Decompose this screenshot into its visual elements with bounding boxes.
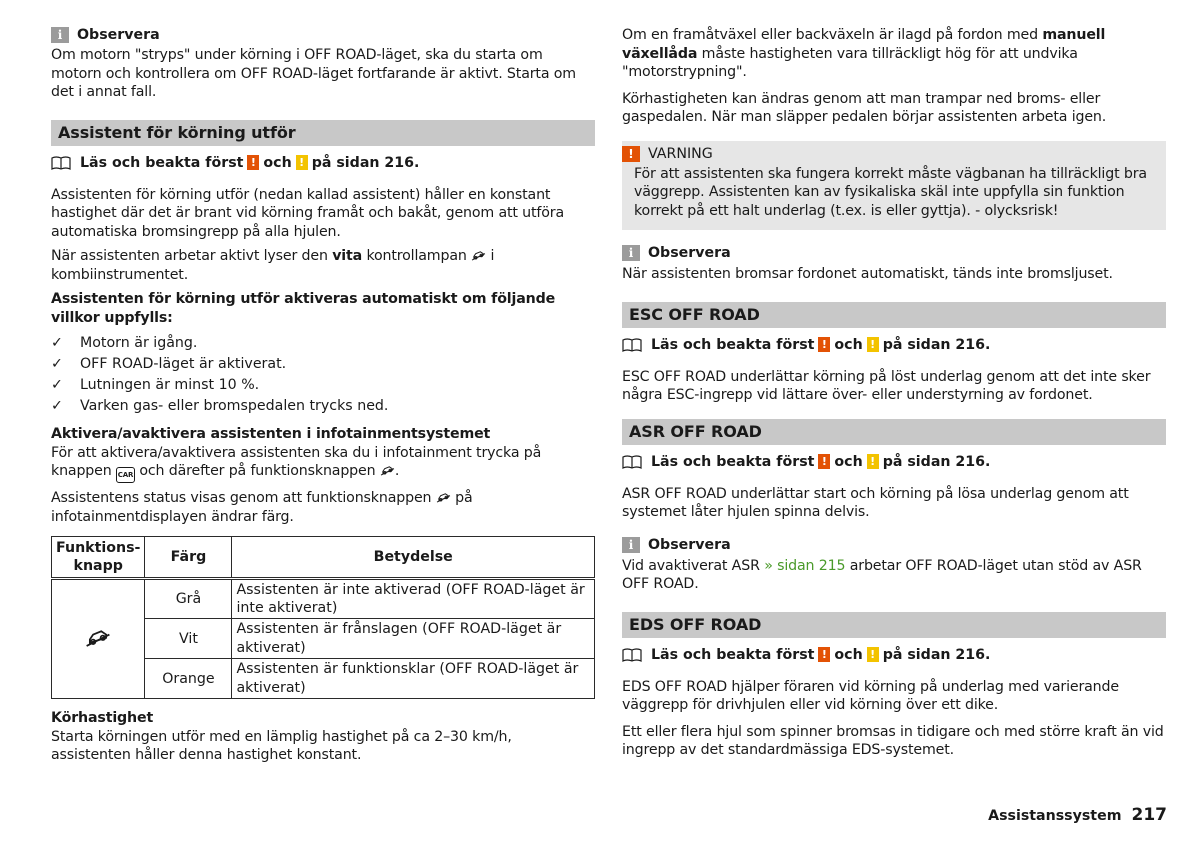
section-title: Assistent för körning utför	[58, 123, 296, 142]
paragraph: Assistentens status visas genom att funktionsknappen på infotainmentdisplayen ändrar färg.	[51, 490, 473, 525]
warning-box	[622, 141, 1166, 231]
info-icon: i	[51, 27, 69, 43]
caution-icon: !	[867, 337, 879, 352]
car-slope-icon	[85, 626, 111, 648]
right-column	[622, 26, 1166, 760]
paragraph: Starta körningen utför med en lämplig hastighet på ca 2–30 km/h, assistenten håller denna hastighet konstant.	[51, 728, 512, 764]
section-header-eds: EDS OFF ROAD	[622, 612, 1166, 638]
note-heading: i Observera	[622, 536, 1166, 554]
note-text: Om motorn "stryps" under körning i OFF ROAD-läget, ska du starta om motorn och kontrollera om OFF ROAD-läget fortfarande är aktivt. Starta om det i annat fall.	[51, 47, 576, 100]
reference-line: Läs och beakta först ! och ! på sidan 216.	[622, 646, 1166, 664]
check-icon: ✓	[51, 398, 63, 414]
footer-section: Assistanssystem	[988, 808, 1122, 824]
caution-icon: !	[867, 647, 879, 662]
page-number: 217	[1131, 805, 1167, 825]
warning-icon: !	[247, 155, 259, 170]
book-icon	[622, 648, 642, 662]
car-slope-icon	[471, 249, 486, 261]
reference-line: Läs och beakta först ! och ! på sidan 216.	[51, 154, 595, 172]
info-icon: i	[622, 537, 640, 553]
paragraph: Körhastigheten kan ändras genom att man trampar ned broms- eller gaspedalen. När man släpper pedalen börjar assistenten arbeta igen.	[622, 90, 1107, 125]
caution-icon: !	[296, 155, 308, 170]
table-header: Färg	[145, 537, 232, 579]
paragraph: ESC OFF ROAD underlättar körning på löst underlag genom att det inte sker några ESC-ingrepp vid lättare över- eller understyrning av fordonet.	[622, 368, 1151, 403]
note-heading	[51, 26, 595, 44]
paragraph: Assistenten för körning utför (nedan kallad assistent) håller en konstant hastighet där det är brant vid körning framåt och bakåt, genom att utföra automatiska bromsingrepp på alla hjulen.	[51, 186, 565, 240]
warning-heading	[622, 145, 1154, 163]
info-icon: i	[622, 245, 640, 261]
warning-icon: !	[818, 337, 830, 352]
car-slope-icon	[436, 491, 451, 503]
speed-heading: Körhastighet	[51, 710, 154, 727]
note-text: Vid avaktiverat ASR » sidan 215 arbetar OFF ROAD-läget utan stöd av ASR OFF ROAD.	[622, 557, 1142, 592]
paragraph: Om en framåtväxel eller backväxeln är ilagd på fordon med manuell växellåda måste hastigheten vara tillräckligt hög för att undvika "motorstrypning".	[622, 27, 1106, 80]
check-icon: ✓	[51, 377, 63, 393]
conditions-list	[51, 333, 595, 417]
function-table	[51, 536, 595, 699]
left-column	[51, 26, 595, 765]
table-header: Funktions-knapp	[52, 537, 145, 579]
warning-icon: !	[818, 454, 830, 469]
list-item: ✓ Lutningen är minst 10 %.	[51, 375, 595, 396]
table-row: Grå Assistenten är inte aktiverad (OFF ROAD-läget är inte aktiverat)	[52, 579, 595, 619]
reference-line: Läs och beakta först ! och ! på sidan 216.	[622, 336, 1166, 354]
section-header-assistent	[51, 120, 595, 146]
activate-heading: Aktivera/avaktivera assistenten i infotainmentsystemet	[51, 426, 491, 442]
paragraph: Ett eller flera hjul som spinner bromsas in tidigare och med större kraft än vid ingrepp av det standardmässiga EDS-systemet.	[622, 723, 1164, 758]
note-heading: i Observera	[622, 244, 1166, 262]
warning-icon: !	[622, 146, 640, 162]
warning-icon: !	[818, 647, 830, 662]
note-title: Observera	[77, 27, 160, 43]
book-icon	[51, 156, 71, 170]
table-row: Orange Assistenten är funktionsklar (OFF ROAD-läget är aktiverat)	[52, 659, 595, 699]
list-item: ✓ Varken gas- eller bromspedalen trycks ned.	[51, 396, 595, 417]
book-icon	[622, 455, 642, 469]
page-link[interactable]: » sidan 215	[764, 557, 846, 574]
paragraph: EDS OFF ROAD hjälper föraren vid körning på underlag med varierande väggrepp för drivhjulen eller vid körning över ett dike.	[622, 678, 1119, 713]
list-item: ✓ Motorn är igång.	[51, 333, 595, 354]
list-item: ✓ OFF ROAD-läget är aktiverat.	[51, 354, 595, 375]
section-header-esc: ESC OFF ROAD	[622, 302, 1166, 328]
paragraph: För att aktivera/avaktivera assistenten ska du i infotainment trycka på knappen CAR och därefter på funktionsknappen .	[51, 444, 595, 484]
table-row: Vit Assistenten är frånslagen (OFF ROAD-läget är aktiverat)	[52, 619, 595, 659]
note-text: När assistenten bromsar fordonet automatiskt, tänds inte bromsljuset.	[622, 266, 1113, 282]
warning-title: VARNING	[648, 145, 713, 162]
conditions-heading: Assistenten för körning utför aktiveras automatiskt om följande villkor uppfylls:	[51, 291, 556, 326]
paragraph: När assistenten arbetar aktivt lyser den vita kontrollampan i kombiinstrumentet.	[51, 248, 495, 283]
function-button-cell	[52, 579, 145, 699]
warning-text: För att assistenten ska fungera korrekt måste vägbanan ha tillräckligt bra väggrepp. Assistenten kan av fysikaliska skäl inte uppfylla sin funktion korrekt på ett halt underlag (t.ex. is eller gyttja). - olycksrisk!	[634, 165, 1147, 219]
reference-line: Läs och beakta först ! och ! på sidan 216.	[622, 453, 1166, 471]
paragraph: ASR OFF ROAD underlättar start och körning på lösa underlag genom att systemet låter hjulen spinna delvis.	[622, 485, 1129, 520]
table-header: Betydelse	[232, 537, 595, 579]
car-key-icon: CAR	[116, 467, 135, 483]
check-icon: ✓	[51, 335, 63, 351]
caution-icon: !	[867, 454, 879, 469]
check-icon: ✓	[51, 356, 63, 372]
book-icon	[622, 338, 642, 352]
car-slope-icon	[380, 464, 395, 476]
page-footer	[988, 805, 1167, 825]
section-header-asr: ASR OFF ROAD	[622, 419, 1166, 445]
